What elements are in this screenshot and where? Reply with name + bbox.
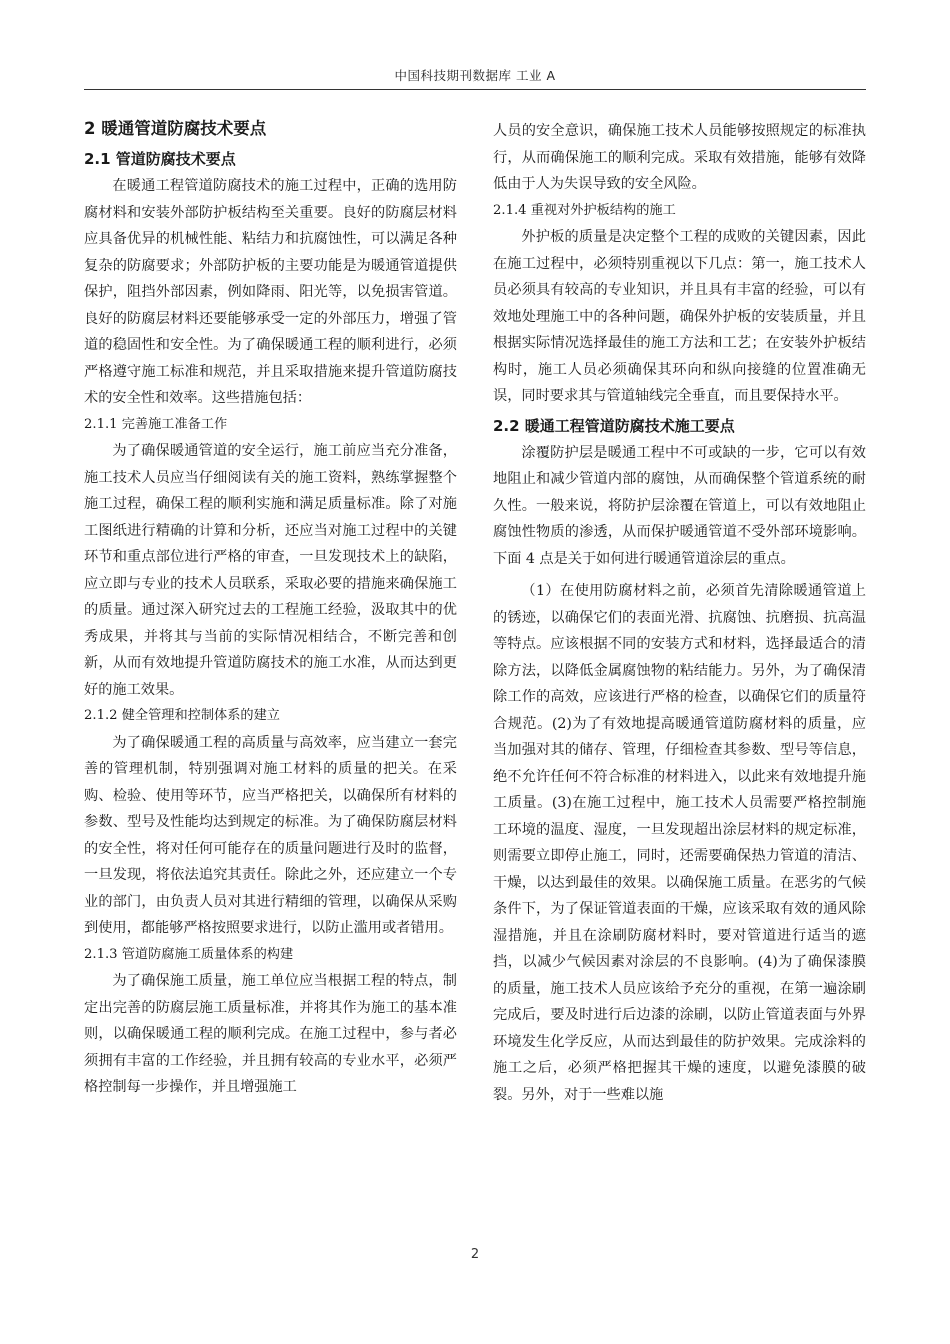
section-2-2-paragraph-1: 涂覆防护层是暖通工程中不可或缺的一步，它可以有效地阻止和减少管道内部的腐蚀，从而确保整个管道系统的耐久性。一般来说，将防护层涂覆在管道上，可以有效地阻止腐蚀性物质的渗透，从而保护暖通管道不受外部环境影响。下面 4 点是关于如何进行暖通管道涂层的重点。 (493, 444, 866, 567)
right-column (493, 118, 866, 1108)
section-2-2-heading: 2.2 暖通工程管道防腐技术施工要点 (493, 416, 735, 435)
section-2-1-3-paragraph: 为了确保施工质量，施工单位应当根据工程的特点，制定出完善的防腐层施工质量标准，并将其作为施工的基本准则，以确保暖通工程的顺利完成。在施工过程中，参与者必须拥有丰富的工作经验，并且拥有较高的专业水平，必须严格控制每一步操作，并且增强施工 (84, 973, 457, 1095)
page-number: 2 (470, 1247, 480, 1262)
section-2-heading: 2 暖通管道防腐技术要点 (84, 119, 267, 138)
section-2-1-4-heading: 2.1.4 重视对外护板结构的施工 (493, 202, 676, 218)
header-rule (84, 89, 866, 90)
section-2-1-1-paragraph: 为了确保暖通管道的安全运行，施工前应当充分准备，施工技术人员应当仔细阅读有关的施工资料，熟练掌握整个施工过程，确保工程的顺利实施和满足质量标准。除了对施工图纸进行精确的计算和分析，还应当对施工过程中的关键环节和重点部位进行严格的审查，一旦发现技术上的缺陷，应立即与专业的技术人员联系，采取必要的措施来确保施工的质量。通过深入研究过去的工程施工经验，汲取其中的优秀成果，并将其与当前的实际情况相结合，不断完善和创新，从而有效地提升管道防腐技术的施工水准，从而达到更好的施工效果。 (84, 443, 457, 698)
left-column (84, 113, 457, 1101)
section-2-1-2-paragraph: 为了确保暖通工程的高质量与高效率，应当建立一套完善的管理机制，特别强调对施工材料的质量的把关。在采购、检验、使用等环节，应当严格把关，以确保所有材料的参数、型号及性能均达到规定的标准。为了确保防腐层材料的安全性，将对任何可能存在的质量问题进行及时的监督，一旦发现，将依法追究其责任。除此之外，还应建立一个专业的部门，由负责人员对其进行精细的管理，以确保从采购到使用，都能够严格按照要求进行，以防止滥用或者错用。 (84, 734, 457, 936)
section-2-1-2-heading: 2.1.2 健全管理和控制体系的建立 (84, 708, 280, 723)
running-header: 中国科技期刊数据库 工业 A (394, 68, 556, 83)
section-2-1-3-heading: 2.1.3 管道防腐施工质量体系的构建 (84, 946, 294, 962)
section-2-2-paragraph-2: （1）在使用防腐材料之前，必须首先清除暖通管道上的锈迹，以确保它们的表面光滑、抗腐蚀、抗磨损、抗高温等特点。应该根据不同的安装方式和材料，选择最适合的清除方法，以降低金属腐蚀物的粘结能力。另外，为了确保清除工作的高效，应该进行严格的检查，以确保它们的质量符合规范。(2)为了有效地提高暖通管道防腐材料的质量，应当加强对其的储存、管理，仔细检查其参数、型号等信息，绝不允许任何不符合标准的材料进入，以此来有效地提升施工质量。(3)在施工过程中，施工技术人员需要严格控制施工环境的温度、湿度，一旦发现超出涂层材料的规定标准，则需要立即停止施工，同时，还需要确保热力管道的清洁、干燥，以达到最佳的效果。以确保施工质量。在恶劣的气候条件下，为了保证管道表面的干燥，应该采取有效的通风除湿措施，并且在涂刷防腐材料时，要对管道进行适当的遮挡，以减少气候因素对涂层的不良影响。(4)为了确保漆膜的质量，施工技术人员应该给予充分的重视，在第一遍涂刷完成后，要及时进行后边漆的涂刷，以防止管道表面与外界环境发生化学反应，从而达到最佳的防护效果。完成涂料的施工之后，必须严格把握其干燥的速度，以避免漆膜的破裂。另外，对于一些难以施 (493, 583, 866, 1103)
section-2-1-4-paragraph: 外护板的质量是决定整个工程的成败的关键因素，因此在施工过程中，必须特别重视以下几点：第一，施工技术人员必须具有较高的专业知识，并且具有丰富的经验，可以有效地处理施工中的各种问题，确保外护板的安装质量，并且根据实际情况选择最佳的施工方法和工艺；在安装外护板结构时，施工人员必须确保其环向和纵向接缝的位置准确无误，同时要求其与管道轴线完全垂直，而且要保持水平。 (493, 229, 866, 404)
section-2-1-paragraph: 在暖通工程管道防腐技术的施工过程中，正确的选用防腐材料和安装外部防护板结构至关重要。良好的防腐层材料应具备优异的机械性能、粘结力和抗腐蚀性，可以满足各种复杂的防腐要求；外部防护板的主要功能是为暖通管道提供保护，阻挡外部因素，例如降雨、阳光等，以免损害管道。良好的防腐层材料还要能够承受一定的外部压力，增强了管道的稳固性和安全性。为了确保暖通工程的顺利进行，必须严格遵守施工标准和规范，并且采取措施来提升管道防腐技术的安全性和效率。这些措施包括： (84, 178, 457, 406)
section-2-1-heading: 2.1 管道防腐技术要点 (84, 150, 236, 168)
section-2-1-1-heading: 2.1.1 完善施工准备工作 (84, 416, 228, 432)
section-2-1-3-paragraph-continued: 人员的安全意识，确保施工技术人员能够按照规定的标准执行，从而确保施工的顺利完成。采取有效措施，能够有效降低由于人为失误导致的安全风险。 (493, 123, 866, 192)
